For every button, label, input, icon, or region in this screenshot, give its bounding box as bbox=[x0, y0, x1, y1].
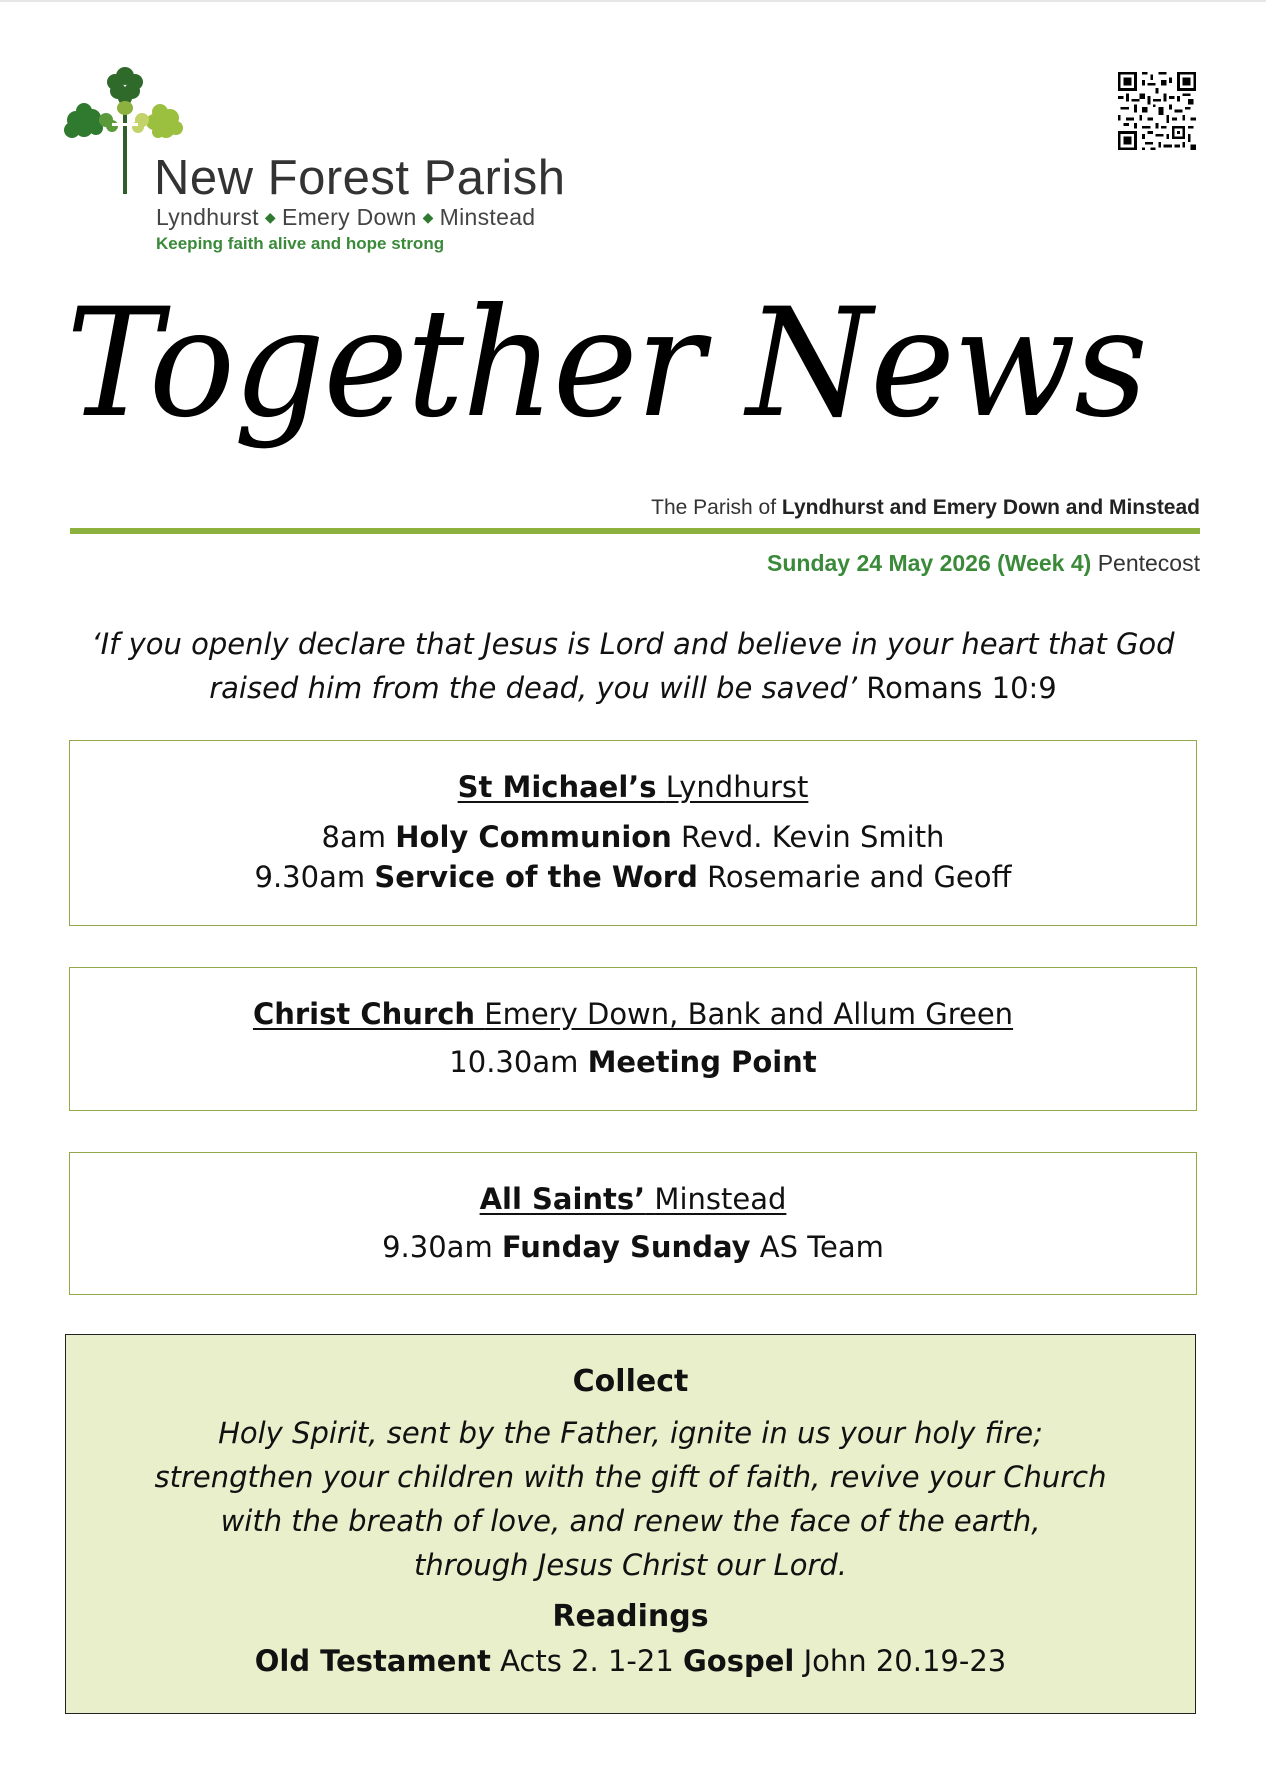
collect-prayer bbox=[66, 1411, 1195, 1587]
service-leader: Revd. Kevin Smith bbox=[681, 820, 945, 854]
place-emery-down: Emery Down bbox=[281, 204, 417, 230]
service-item bbox=[70, 1227, 1196, 1267]
service-item bbox=[70, 857, 1196, 897]
service-box-st-michaels bbox=[69, 740, 1197, 926]
parish-tagline: Keeping faith alive and hope strong bbox=[156, 234, 445, 253]
verse-reference: Romans 10:9 bbox=[866, 671, 1057, 705]
church-heading bbox=[70, 1181, 1196, 1217]
church-place: Lyndhurst bbox=[665, 770, 809, 804]
service-name: Service of the Word bbox=[374, 860, 698, 894]
parish-subtitle bbox=[651, 496, 1200, 520]
place-minstead: Minstead bbox=[439, 204, 536, 230]
readings-heading: Readings bbox=[552, 1599, 709, 1634]
collect-heading: Collect bbox=[572, 1364, 689, 1399]
prayer-line: Holy Spirit, sent by the Father, ignite in us your holy fire; bbox=[218, 1416, 1043, 1450]
service-leader: Rosemarie and Geoff bbox=[707, 860, 1012, 894]
service-time: 9.30am bbox=[382, 1230, 493, 1264]
ot-label: Old Testament bbox=[254, 1644, 491, 1678]
verse-line-2: raised him from the dead, you will be saved’ bbox=[209, 671, 858, 705]
church-name: All Saints’ bbox=[479, 1182, 646, 1216]
bible-verse bbox=[60, 622, 1206, 710]
gospel-reference: John 20.19-23 bbox=[803, 1644, 1007, 1678]
collect-box bbox=[65, 1334, 1196, 1714]
service-time: 9.30am bbox=[254, 860, 366, 894]
church-heading bbox=[70, 996, 1196, 1032]
service-name: Holy Communion bbox=[395, 820, 672, 854]
service-box-all-saints bbox=[69, 1152, 1197, 1295]
service-box-christ-church bbox=[69, 967, 1197, 1111]
service-time: 8am bbox=[321, 820, 387, 854]
diamond-icon: ◆ bbox=[264, 209, 276, 225]
church-place: Minstead bbox=[654, 1182, 787, 1216]
prayer-line: through Jesus Christ our Lord. bbox=[413, 1548, 848, 1582]
service-date: Sunday 24 May 2026 (Week 4) bbox=[767, 550, 1092, 576]
service-item bbox=[70, 1042, 1196, 1082]
place-lyndhurst: Lyndhurst bbox=[156, 204, 259, 230]
prayer-line: strengthen your children with the gift of faith, revive your Church bbox=[154, 1460, 1107, 1494]
service-time: 10.30am bbox=[449, 1045, 579, 1079]
prayer-line: with the breath of love, and renew the face of the earth, bbox=[220, 1504, 1041, 1538]
parish-full-name: Lyndhurst and Emery Down and Minstead bbox=[781, 496, 1200, 519]
service-item bbox=[70, 817, 1196, 857]
readings-line bbox=[66, 1641, 1195, 1681]
church-name: St Michael’s bbox=[457, 770, 657, 804]
service-name: Meeting Point bbox=[587, 1045, 817, 1079]
service-leader: AS Team bbox=[759, 1230, 884, 1264]
church-place: Emery Down, Bank and Allum Green bbox=[484, 997, 1014, 1031]
verse-line-1: ‘If you openly declare that Jesus is Lord and believe in your heart that God bbox=[91, 627, 1175, 661]
parish-prefix: The Parish of bbox=[651, 496, 777, 519]
parish-name: New Forest Parish bbox=[154, 151, 566, 205]
ot-reference: Acts 2. 1-21 bbox=[500, 1644, 674, 1678]
qr-code-icon[interactable] bbox=[1118, 72, 1196, 150]
masthead-title-text: Together News bbox=[66, 277, 1146, 451]
gospel-label: Gospel bbox=[683, 1644, 795, 1678]
page-top-border bbox=[0, 0, 1266, 2]
diamond-icon: ◆ bbox=[422, 209, 434, 225]
header-divider bbox=[70, 528, 1200, 534]
date-line bbox=[767, 550, 1200, 577]
liturgical-occasion: Pentecost bbox=[1097, 550, 1200, 576]
service-name: Funday Sunday bbox=[501, 1230, 751, 1264]
church-heading bbox=[70, 769, 1196, 805]
church-name: Christ Church bbox=[252, 997, 476, 1031]
